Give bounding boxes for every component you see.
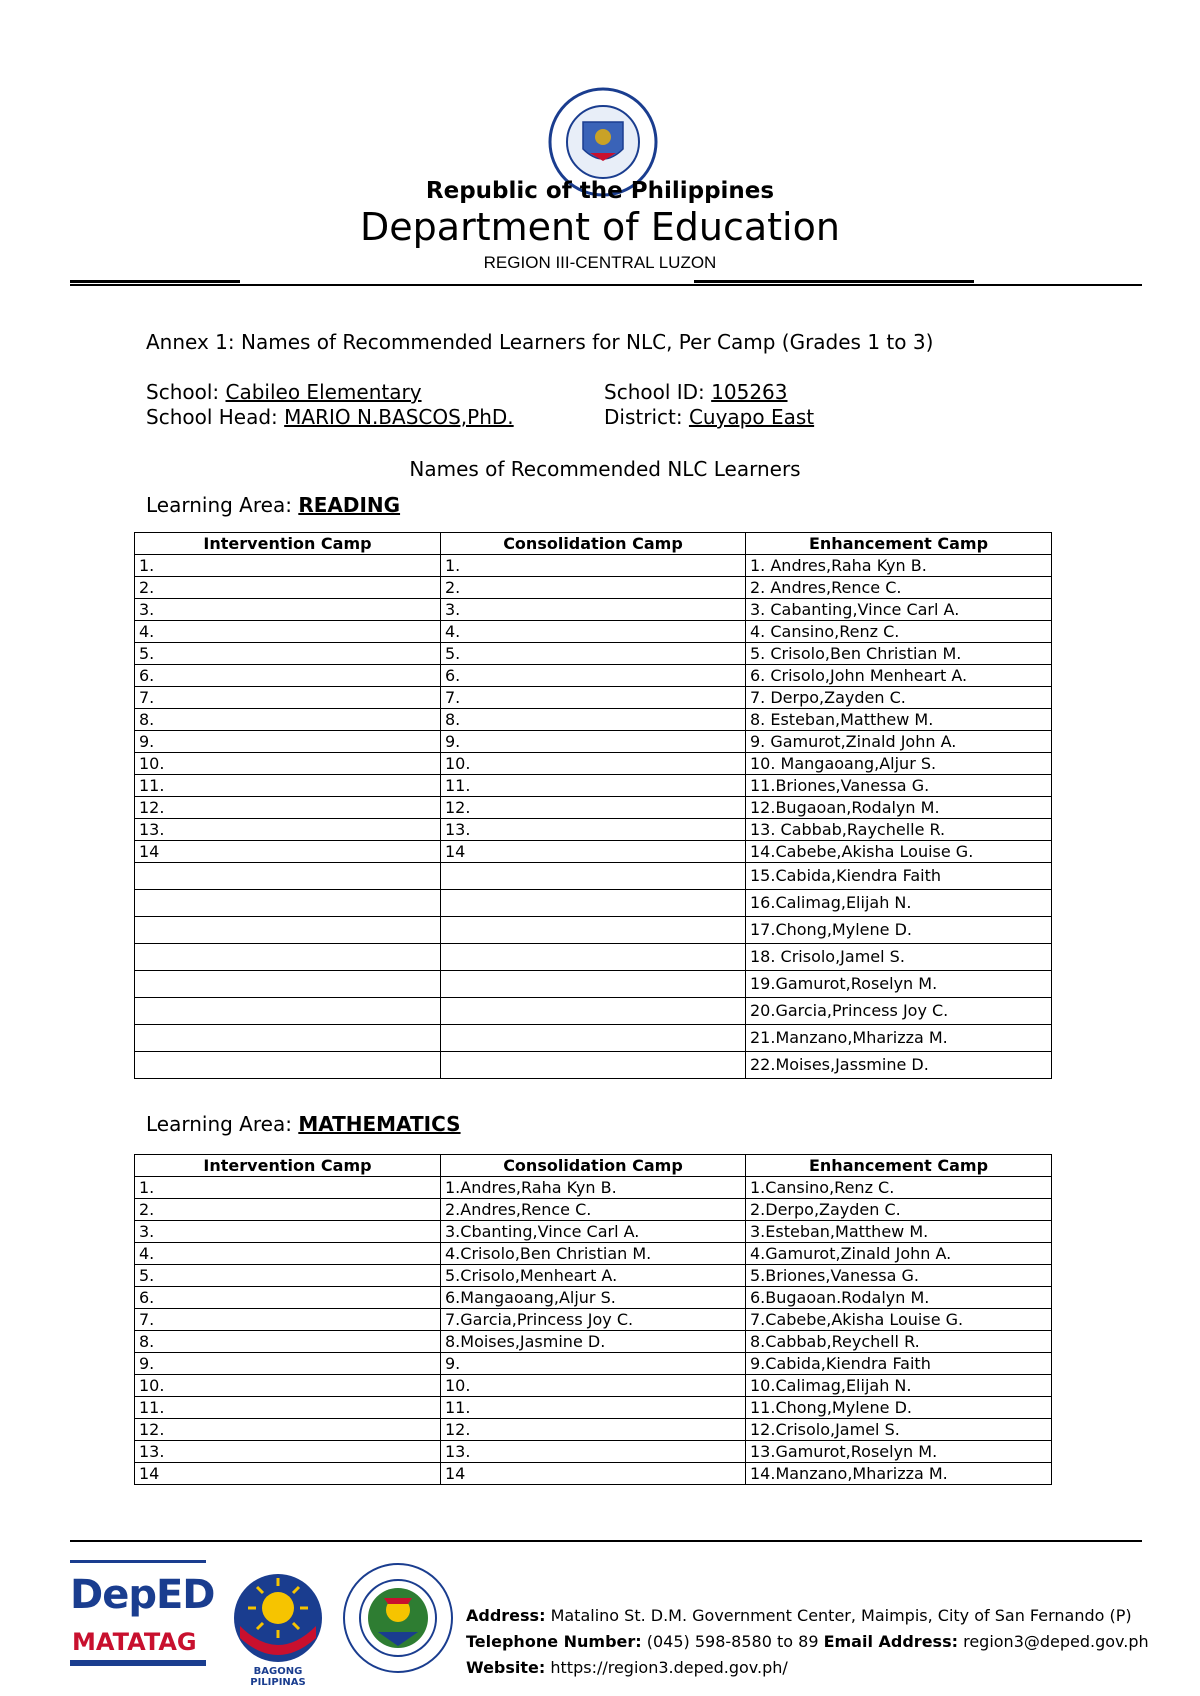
table-cell: 5. — [135, 643, 441, 665]
table-row — [135, 665, 1052, 687]
table-cell: 14.Manzano,Mharizza M. — [746, 1463, 1052, 1485]
table-row — [135, 841, 1052, 863]
table-cell: 2. Andres,Rence C. — [746, 577, 1052, 599]
table-cell: 9. Gamurot,Zinald John A. — [746, 731, 1052, 753]
table-row — [135, 819, 1052, 841]
school-head-label: School Head: — [146, 405, 285, 429]
table-cell — [441, 890, 746, 917]
district-value: Cuyapo East — [688, 405, 815, 429]
header-rule-right — [694, 280, 974, 283]
table-cell: 5.Crisolo,Menheart A. — [441, 1265, 746, 1287]
table-cell: 11. — [135, 775, 441, 797]
table-cell: 13. — [135, 819, 441, 841]
email-link[interactable]: region3@deped.gov.ph — [958, 1632, 1149, 1651]
table-cell: 9. — [135, 1353, 441, 1375]
matatag-logo-text: MATATAG — [72, 1628, 197, 1656]
table-cell: 5.Briones,Vanessa G. — [746, 1265, 1052, 1287]
table-cell: 2. — [135, 1199, 441, 1221]
phone-label: Telephone Number: — [466, 1632, 642, 1651]
reading-area-value: READING — [298, 493, 401, 517]
table-row — [135, 944, 1052, 971]
table-cell: 4.Gamurot,Zinald John A. — [746, 1243, 1052, 1265]
table-cell — [441, 944, 746, 971]
table-cell: 12. — [441, 1419, 746, 1441]
school-value: Cabileo Elementary — [225, 380, 422, 404]
table-cell: 14 — [135, 841, 441, 863]
table-cell: 3.Esteban,Matthew M. — [746, 1221, 1052, 1243]
table-cell: 17.Chong,Mylene D. — [746, 917, 1052, 944]
table-cell: 8.Moises,Jasmine D. — [441, 1331, 746, 1353]
reading-table — [134, 532, 1052, 1079]
region-seal-icon — [342, 1562, 454, 1674]
table-cell — [135, 944, 441, 971]
table-row — [135, 577, 1052, 599]
table-cell: 8. Esteban,Matthew M. — [746, 709, 1052, 731]
table-cell: 3. Cabanting,Vince Carl A. — [746, 599, 1052, 621]
table-row — [135, 1177, 1052, 1199]
phone-value: (045) 598-8580 to 89 — [641, 1632, 824, 1651]
table-cell: 1.Cansino,Renz C. — [746, 1177, 1052, 1199]
table-row — [135, 753, 1052, 775]
table-cell: 1. — [135, 555, 441, 577]
table-row — [135, 643, 1052, 665]
republic-heading: Republic of the Philippines — [425, 178, 775, 204]
math-header-consolidation: Consolidation Camp — [441, 1155, 746, 1177]
table-row — [135, 687, 1052, 709]
table-cell: 10. — [135, 753, 441, 775]
table-cell — [135, 863, 441, 890]
table-cell: 10.Calimag,Elijah N. — [746, 1375, 1052, 1397]
table-cell: 12.Crisolo,Jamel S. — [746, 1419, 1052, 1441]
table-cell: 4. — [135, 621, 441, 643]
table-cell — [441, 1052, 746, 1079]
table-cell: 4. — [441, 621, 746, 643]
table-cell: 2.Derpo,Zayden C. — [746, 1199, 1052, 1221]
table-cell — [441, 1025, 746, 1052]
math-area-label: Learning Area: — [146, 1112, 299, 1136]
table-cell: 7. — [135, 687, 441, 709]
table-cell: 2.Andres,Rence C. — [441, 1199, 746, 1221]
table-cell: 10. — [441, 753, 746, 775]
district-line — [604, 405, 814, 429]
table-row — [135, 971, 1052, 998]
table-cell: 1.Andres,Raha Kyn B. — [441, 1177, 746, 1199]
table-cell: 11.Briones,Vanessa G. — [746, 775, 1052, 797]
table-row — [135, 1243, 1052, 1265]
table-cell: 10. — [135, 1375, 441, 1397]
table-row — [135, 1309, 1052, 1331]
table-cell: 8. — [135, 709, 441, 731]
table-row — [135, 1265, 1052, 1287]
website-label: Website: — [466, 1658, 546, 1677]
logo-bottom-bar — [70, 1660, 206, 1666]
math-area-value: MATHEMATICS — [298, 1112, 461, 1136]
email-label: Email Address: — [823, 1632, 958, 1651]
header-rule — [70, 284, 1142, 286]
table-cell: 12. — [441, 797, 746, 819]
table-row — [135, 1375, 1052, 1397]
table-cell: 9.Cabida,Kiendra Faith — [746, 1353, 1052, 1375]
table-cell: 13. — [441, 1441, 746, 1463]
header-rule-left — [70, 280, 240, 283]
school-id-value: 105263 — [711, 380, 788, 404]
school-line — [146, 380, 422, 404]
table-cell: 8. — [135, 1331, 441, 1353]
bagong-pilipinas-text: BAGONG PILIPINAS — [250, 1666, 306, 1688]
table-row — [135, 1463, 1052, 1485]
table-cell: 16.Calimag,Elijah N. — [746, 890, 1052, 917]
table-row — [135, 1052, 1052, 1079]
table-cell: 13. Cabbab,Raychelle R. — [746, 819, 1052, 841]
table-cell: 2. — [135, 577, 441, 599]
table-cell: 3. — [135, 599, 441, 621]
table-cell: 3. — [441, 599, 746, 621]
department-heading: Department of Education — [360, 205, 840, 249]
table-cell: 7. Derpo,Zayden C. — [746, 687, 1052, 709]
reading-header-intervention: Intervention Camp — [135, 533, 441, 555]
district-label: District: — [604, 405, 689, 429]
table-cell: 6. — [135, 665, 441, 687]
table-row — [135, 1353, 1052, 1375]
table-row — [135, 998, 1052, 1025]
table-row — [135, 1441, 1052, 1463]
table-cell: 13.Gamurot,Roselyn M. — [746, 1441, 1052, 1463]
table-cell: 9. — [135, 731, 441, 753]
table-cell: 11. — [441, 775, 746, 797]
table-row — [135, 1199, 1052, 1221]
school-id-line — [604, 380, 788, 404]
footer-rule — [70, 1540, 1142, 1542]
table-cell: 15.Cabida,Kiendra Faith — [746, 863, 1052, 890]
math-table — [134, 1154, 1052, 1485]
school-head-line — [146, 405, 514, 429]
table-cell: 6. — [135, 1287, 441, 1309]
table-row — [135, 863, 1052, 890]
math-header-intervention: Intervention Camp — [135, 1155, 441, 1177]
table-row — [135, 731, 1052, 753]
logo-top-line — [70, 1560, 206, 1563]
table-row — [135, 1221, 1052, 1243]
table-cell: 13. — [441, 819, 746, 841]
table-row — [135, 1287, 1052, 1309]
table-cell — [441, 917, 746, 944]
deped-matatag-logo — [70, 1558, 215, 1678]
region-heading: REGION III-CENTRAL LUZON — [483, 253, 717, 272]
address-label: Address: — [466, 1606, 546, 1625]
table-cell: 11. — [441, 1397, 746, 1419]
table-cell: 22.Moises,Jassmine D. — [746, 1052, 1052, 1079]
table-cell — [441, 863, 746, 890]
table-cell: 14 — [135, 1463, 441, 1485]
table-cell: 6.Mangaoang,Aljur S. — [441, 1287, 746, 1309]
table-cell: 12. — [135, 797, 441, 819]
table-cell: 11. — [135, 1397, 441, 1419]
bagong-pilipinas-logo — [228, 1568, 328, 1688]
table-row — [135, 890, 1052, 917]
table-row — [135, 599, 1052, 621]
table-cell: 8. — [441, 709, 746, 731]
table-cell: 2. — [441, 577, 746, 599]
table-cell: 11.Chong,Mylene D. — [746, 1397, 1052, 1419]
table-cell: 1. — [135, 1177, 441, 1199]
table-cell — [135, 998, 441, 1025]
bagong-pilipinas-icon — [228, 1568, 328, 1664]
footer-contact — [466, 1632, 1149, 1651]
table-row — [135, 1397, 1052, 1419]
address-value: Matalino St. D.M. Government Center, Maimpis, City of San Fernando (P) — [545, 1606, 1132, 1625]
table-cell: 19.Gamurot,Roselyn M. — [746, 971, 1052, 998]
table-cell: 4. Cansino,Renz C. — [746, 621, 1052, 643]
table-cell: 5. — [441, 643, 746, 665]
table-row — [135, 917, 1052, 944]
table-row — [135, 555, 1052, 577]
table-cell: 9. — [441, 1353, 746, 1375]
reading-header-enhancement: Enhancement Camp — [746, 533, 1052, 555]
table-cell: 12.Bugaoan,Rodalyn M. — [746, 797, 1052, 819]
table-cell — [135, 890, 441, 917]
table-cell: 9. — [441, 731, 746, 753]
table-cell: 14 — [441, 1463, 746, 1485]
reading-header-row — [135, 533, 1052, 555]
table-cell: 21.Manzano,Mharizza M. — [746, 1025, 1052, 1052]
table-cell — [441, 998, 746, 1025]
table-cell — [135, 1025, 441, 1052]
table-row — [135, 709, 1052, 731]
table-cell: 13. — [135, 1441, 441, 1463]
table-cell: 12. — [135, 1419, 441, 1441]
table-cell: 4.Crisolo,Ben Christian M. — [441, 1243, 746, 1265]
table-cell: 14 — [441, 841, 746, 863]
table-row — [135, 621, 1052, 643]
table-row — [135, 797, 1052, 819]
math-area-line — [146, 1112, 461, 1136]
table-cell — [135, 917, 441, 944]
table-cell: 5. Crisolo,Ben Christian M. — [746, 643, 1052, 665]
table-row — [135, 1419, 1052, 1441]
names-heading: Names of Recommended NLC Learners — [409, 457, 801, 481]
website-link[interactable]: https://region3.deped.gov.ph/ — [545, 1658, 788, 1677]
table-cell: 7.Cabebe,Akisha Louise G. — [746, 1309, 1052, 1331]
table-row — [135, 1331, 1052, 1353]
table-cell: 18. Crisolo,Jamel S. — [746, 944, 1052, 971]
table-cell — [135, 971, 441, 998]
table-cell — [441, 971, 746, 998]
table-cell: 10. — [441, 1375, 746, 1397]
table-cell: 6. — [441, 665, 746, 687]
school-label: School: — [146, 380, 226, 404]
table-cell: 7. — [135, 1309, 441, 1331]
math-header-row — [135, 1155, 1052, 1177]
table-cell: 14.Cabebe,Akisha Louise G. — [746, 841, 1052, 863]
table-cell: 4. — [135, 1243, 441, 1265]
school-id-label: School ID: — [604, 380, 712, 404]
table-cell: 1. — [441, 555, 746, 577]
table-cell: 10. Mangaoang,Aljur S. — [746, 753, 1052, 775]
table-cell: 8.Cabbab,Reychell R. — [746, 1331, 1052, 1353]
annex-title: Annex 1: Names of Recommended Learners for NLC, Per Camp (Grades 1 to 3) — [146, 330, 934, 354]
table-cell: 1. Andres,Raha Kyn B. — [746, 555, 1052, 577]
table-cell: 5. — [135, 1265, 441, 1287]
footer-website — [466, 1658, 788, 1677]
math-header-enhancement: Enhancement Camp — [746, 1155, 1052, 1177]
table-cell — [135, 1052, 441, 1079]
table-cell: 7. — [441, 687, 746, 709]
reading-area-line — [146, 493, 400, 517]
table-cell: 3. — [135, 1221, 441, 1243]
table-cell: 20.Garcia,Princess Joy C. — [746, 998, 1052, 1025]
table-cell: 6.Bugaoan.Rodalyn M. — [746, 1287, 1052, 1309]
deped-logo-text: DepED — [70, 1572, 215, 1618]
table-row — [135, 1025, 1052, 1052]
table-row — [135, 775, 1052, 797]
table-cell: 7.Garcia,Princess Joy C. — [441, 1309, 746, 1331]
reading-header-consolidation: Consolidation Camp — [441, 533, 746, 555]
footer-address — [466, 1606, 1132, 1625]
table-cell: 3.Cbanting,Vince Carl A. — [441, 1221, 746, 1243]
school-head-value: MARIO N.BASCOS,PhD. — [284, 405, 514, 429]
reading-area-label: Learning Area: — [146, 493, 299, 517]
table-cell: 6. Crisolo,John Menheart A. — [746, 665, 1052, 687]
